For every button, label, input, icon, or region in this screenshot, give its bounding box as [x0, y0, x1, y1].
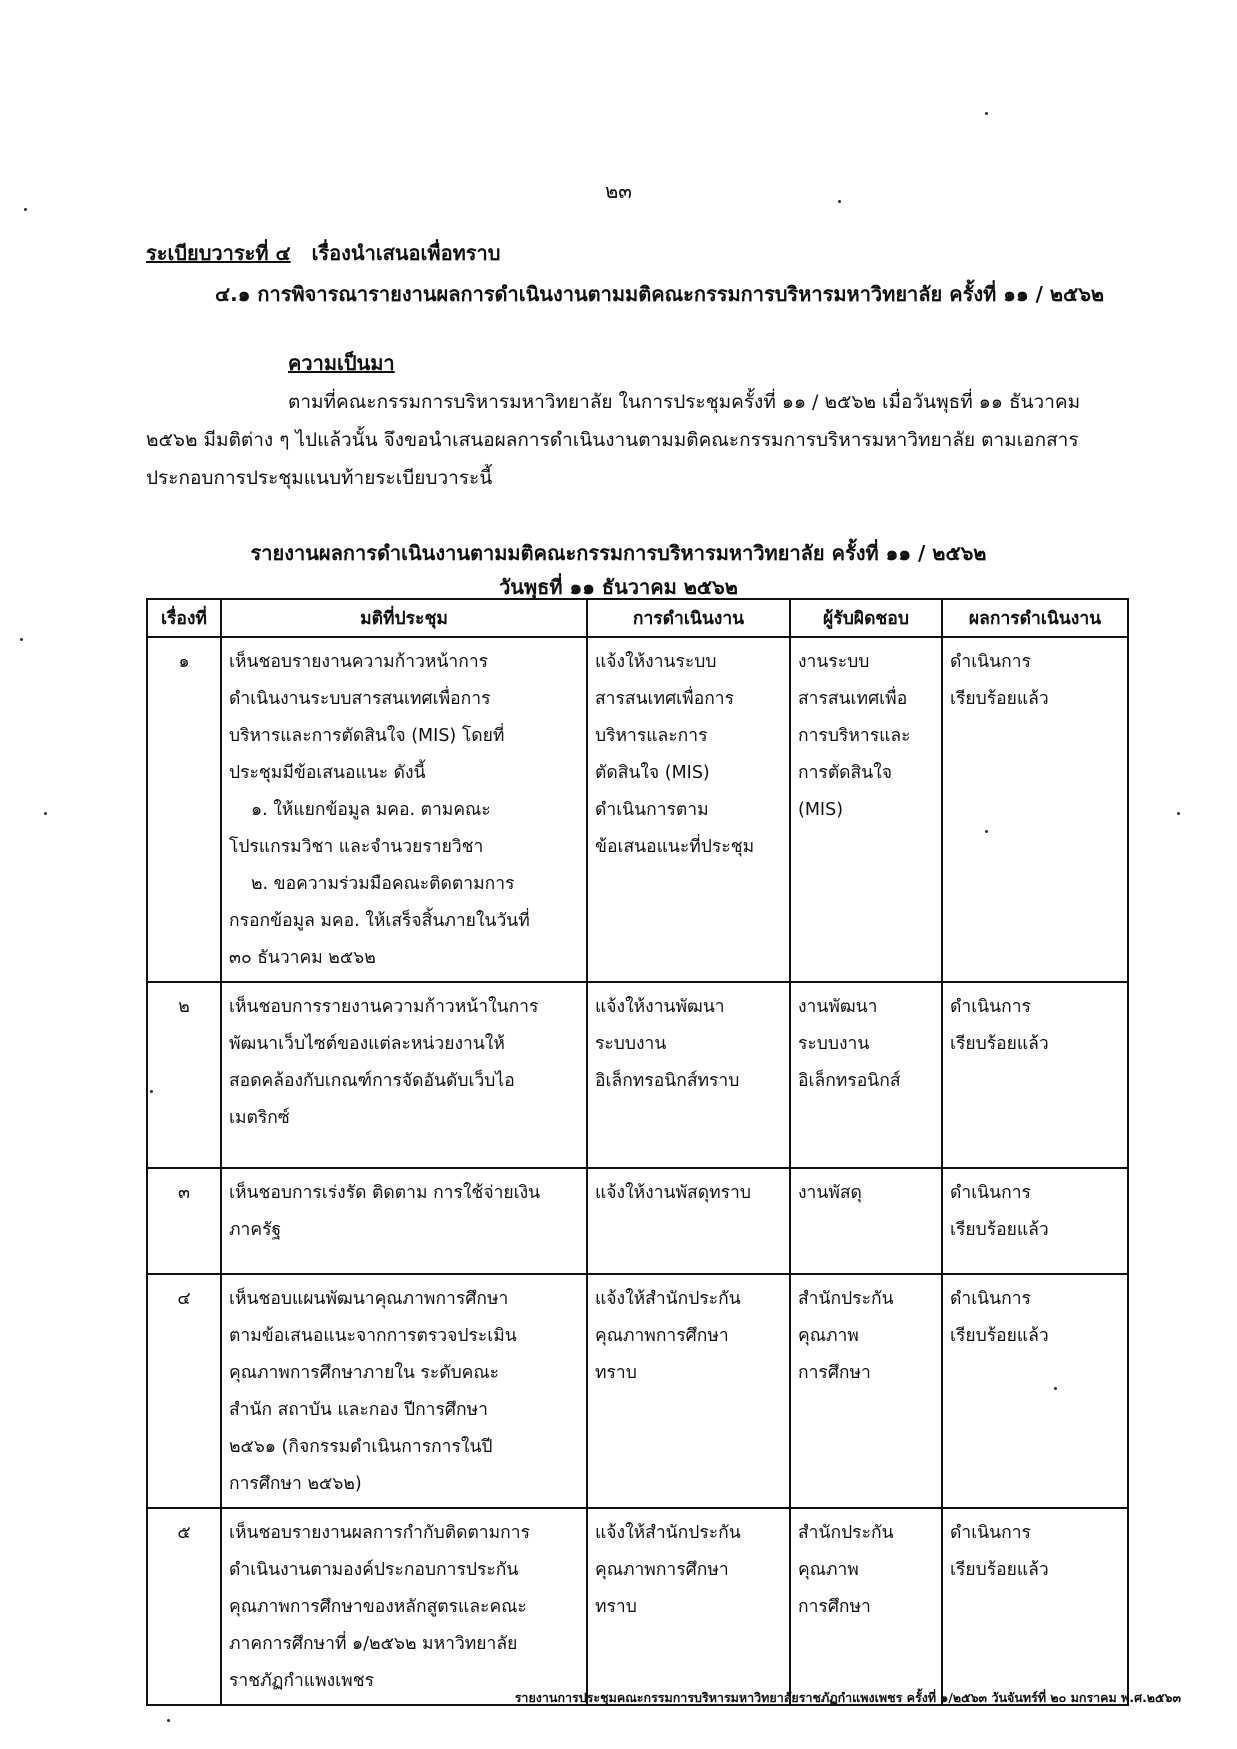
cell-line: แจ้งให้งานระบบ	[595, 652, 717, 672]
cell-line: คุณภาพ	[798, 1560, 859, 1580]
scan-speck	[838, 200, 841, 203]
cell-line: คุณภาพการศึกษาภายใน ระดับคณะ	[229, 1363, 500, 1383]
cell-line: คุณภาพการศึกษา	[595, 1560, 729, 1580]
cell-line: ๒. ขอความร่วมมือคณะติดตามการ	[251, 874, 515, 894]
resolution-cell	[221, 982, 587, 1168]
row-number: ๔	[147, 1274, 221, 1508]
cell-line: เห็นชอบการเร่งรัด ติดตาม การใช้จ่ายเงิน	[229, 1183, 541, 1203]
background-paragraph	[146, 383, 1151, 497]
cell-line: คุณภาพการศึกษาของหลักสูตรและคณะ	[229, 1597, 527, 1617]
cell-line: เห็นชอบแผนพัฒนาคุณภาพการศึกษา	[229, 1289, 509, 1309]
cell-line: เรียบร้อยแล้ว	[950, 1034, 1049, 1054]
cell-line: ดำเนินการ	[950, 997, 1031, 1017]
cell-line: ๒๕๖๑ (กิจกรรมดำเนินการการในปี	[229, 1437, 493, 1457]
action-cell	[587, 637, 790, 982]
cell-line: เห็นชอบรายงานความก้าวหน้าการ	[229, 652, 489, 672]
cell-line: การบริหารและ	[798, 726, 911, 746]
action-cell	[587, 1508, 790, 1705]
cell-line: การตัดสินใจ	[798, 763, 892, 783]
action-cell	[587, 1168, 790, 1274]
cell-line: ดำเนินการ	[950, 1523, 1031, 1543]
agenda-label: ระเบียบวาระที่ ๔	[146, 241, 291, 265]
paragraph-line: ตามที่คณะกรรมการบริหารมหาวิทยาลัย ในการประชุมครั้งที่ ๑๑ / ๒๕๖๒ เมื่อวันพุธที่ ๑๑ ธันวาคม	[288, 391, 1081, 413]
cell-line: พัฒนาเว็บไซต์ของแต่ละหน่วยงานให้	[229, 1034, 505, 1054]
column-header: ผู้รับผิดชอบ	[790, 599, 942, 637]
cell-line: ข้อเสนอแนะที่ประชุม	[595, 837, 755, 857]
cell-line: งานพัสดุ	[798, 1183, 862, 1203]
cell-line: แจ้งให้งานพัฒนา	[595, 997, 725, 1017]
cell-line: โปรแกรมวิชา และจำนวยรายวิชา	[229, 837, 484, 857]
responsible-cell	[790, 1168, 942, 1274]
cell-line: ตัดสินใจ (MIS)	[595, 763, 710, 783]
cell-line: สอดคล้องกับเกณฑ์การจัดอันดับเว็บไอ	[229, 1071, 515, 1091]
cell-line: คุณภาพ	[798, 1326, 859, 1346]
cell-line: เรียบร้อยแล้ว	[950, 1220, 1049, 1240]
scan-speck	[150, 1090, 153, 1093]
action-cell	[587, 982, 790, 1168]
cell-line: (MIS)	[798, 800, 844, 820]
cell-line: ดำเนินการ	[950, 652, 1031, 672]
cell-line: กรอกข้อมูล มคอ. ให้เสร็จสิ้นภายในวันที่	[229, 911, 530, 931]
column-header: มติที่ประชุม	[221, 599, 587, 637]
cell-line: การศึกษา	[798, 1597, 871, 1617]
report-title: รายงานผลการดำเนินงานตามมติคณะกรรมการบริหารมหาวิทยาลัย ครั้งที่ ๑๑ / ๒๕๖๒	[250, 541, 987, 565]
cell-line: ภาครัฐ	[229, 1220, 282, 1240]
responsible-cell	[790, 1508, 942, 1705]
cell-line: ตามข้อเสนอแนะจากการตรวจประเมิน	[229, 1326, 517, 1346]
cell-line: ประชุมมีข้อเสนอแนะ ดังนี้	[229, 763, 426, 783]
scan-speck	[44, 812, 47, 815]
resolution-cell	[221, 1168, 587, 1274]
cell-line: บริหารและการตัดสินใจ (MIS) โดยที่	[229, 726, 505, 746]
agenda-heading	[146, 237, 500, 269]
result-cell	[942, 982, 1128, 1168]
cell-line: ดำเนินการตาม	[595, 800, 709, 820]
result-cell	[942, 637, 1128, 982]
cell-line: สารสนเทศเพื่อ	[798, 689, 908, 709]
cell-line: ทราบ	[595, 1363, 637, 1383]
cell-line: สำนักประกัน	[798, 1289, 894, 1309]
page-footer: รายงานการประชุมคณะกรรมการบริหารมหาวิทยาลัยราชภัฏกำแพงเพชร ครั้งที่ ๑/๒๕๖๓ วันจันทร์ที่ ๒๐ มกราคม พ.ศ.๒๕๖๓	[514, 1690, 1181, 1705]
result-cell	[942, 1168, 1128, 1274]
cell-line: ภาคการศึกษาที่ ๑/๒๕๖๒ มหาวิทยาลัย	[229, 1634, 518, 1654]
cell-line: ระบบงาน	[595, 1034, 667, 1054]
cell-line: เห็นชอบการรายงานความก้าวหน้าในการ	[229, 997, 539, 1017]
cell-line: ดำเนินงานตามองค์ประกอบการประกัน	[229, 1560, 519, 1580]
cell-line: เห็นชอบรายงานผลการกำกับติดตามการ	[229, 1523, 530, 1543]
report-date: วันพุธที่ ๑๑ ธันวาคม ๒๕๖๒	[499, 575, 738, 599]
scan-speck	[985, 830, 988, 833]
cell-line: ดำเนินการ	[950, 1183, 1031, 1203]
row-number: ๓	[147, 1168, 221, 1274]
row-number: ๕	[147, 1508, 221, 1705]
result-cell	[942, 1508, 1128, 1705]
cell-line: การศึกษา ๒๕๖๒)	[229, 1474, 362, 1494]
table-header-row	[147, 599, 1128, 637]
scan-speck	[20, 638, 23, 641]
scan-speck	[167, 1719, 170, 1722]
resolution-table	[146, 598, 1129, 1706]
background-heading: ความเป็นมา	[288, 351, 395, 375]
column-header: ผลการดำเนินงาน	[942, 599, 1128, 637]
paragraph-line: ๒๕๖๒ มีมติต่าง ๆ ไปแล้วนั้น จึงขอนำเสนอผลการดำเนินงานตามมติคณะกรรมการบริหารมหาวิทยาลัย ตามเอกสาร	[146, 429, 1079, 451]
cell-line: ๑. ให้แยกข้อมูล มคอ. ตามคณะ	[251, 800, 491, 820]
cell-line: เรียบร้อยแล้ว	[950, 1560, 1049, 1580]
responsible-cell	[790, 1274, 942, 1508]
cell-line: เรียบร้อยแล้ว	[950, 689, 1049, 709]
cell-line: การศึกษา	[798, 1363, 871, 1383]
responsible-cell	[790, 982, 942, 1168]
cell-line: แจ้งให้งานพัสดุทราบ	[595, 1183, 751, 1203]
page-number: ๒๓	[605, 179, 632, 203]
cell-line: เรียบร้อยแล้ว	[950, 1326, 1049, 1346]
cell-line: คุณภาพการศึกษา	[595, 1326, 729, 1346]
cell-line: บริหารและการ	[595, 726, 708, 746]
scan-speck	[1054, 1387, 1057, 1390]
cell-line: งานระบบ	[798, 652, 870, 672]
table-row	[147, 637, 1128, 982]
cell-line: ระบบงาน	[798, 1034, 870, 1054]
action-cell	[587, 1274, 790, 1508]
cell-line: สารสนเทศเพื่อการ	[595, 689, 735, 709]
table-row	[147, 1508, 1128, 1705]
resolution-cell	[221, 1508, 587, 1705]
cell-line: สำนัก สถาบัน และกอง ปีการศึกษา	[229, 1400, 488, 1420]
agenda-title: เรื่องนำเสนอเพื่อทราบ	[311, 241, 501, 265]
row-number: ๒	[147, 982, 221, 1168]
table-row	[147, 1274, 1128, 1508]
row-number: ๑	[147, 637, 221, 982]
cell-line: ดำเนินงานระบบสารสนเทศเพื่อการ	[229, 689, 491, 709]
scan-speck	[1177, 812, 1180, 815]
item-heading: ๔.๑ การพิจารณารายงานผลการดำเนินงานตามมติคณะกรรมการบริหารมหาวิทยาลัย ครั้งที่ ๑๑ / ๒๕๖๒	[215, 282, 1105, 306]
paragraph-line: ประกอบการประชุมแนบท้ายระเบียบวาระนี้	[146, 467, 493, 489]
cell-line: ดำเนินการ	[950, 1289, 1031, 1309]
scan-speck	[24, 208, 27, 211]
cell-line: เมตริกซ์	[229, 1108, 290, 1128]
table-row	[147, 982, 1128, 1168]
cell-line: แจ้งให้สำนักประกัน	[595, 1289, 741, 1309]
result-cell	[942, 1274, 1128, 1508]
scan-speck	[985, 112, 988, 115]
cell-line: สำนักประกัน	[798, 1523, 894, 1543]
cell-line: งานพัฒนา	[798, 997, 878, 1017]
cell-line: อิเล็กทรอนิกส์ทราบ	[595, 1071, 740, 1091]
resolution-cell	[221, 1274, 587, 1508]
cell-line: ราชภัฏกำแพงเพชร	[229, 1671, 374, 1691]
table-row	[147, 1168, 1128, 1274]
cell-line: อิเล็กทรอนิกส์	[798, 1071, 901, 1091]
column-header: เรื่องที่	[147, 599, 221, 637]
cell-line: ทราบ	[595, 1597, 637, 1617]
responsible-cell	[790, 637, 942, 982]
column-header: การดำเนินงาน	[587, 599, 790, 637]
cell-line: ๓๐ ธันวาคม ๒๕๖๒	[229, 948, 376, 968]
cell-line: แจ้งให้สำนักประกัน	[595, 1523, 741, 1543]
resolution-cell	[221, 637, 587, 982]
